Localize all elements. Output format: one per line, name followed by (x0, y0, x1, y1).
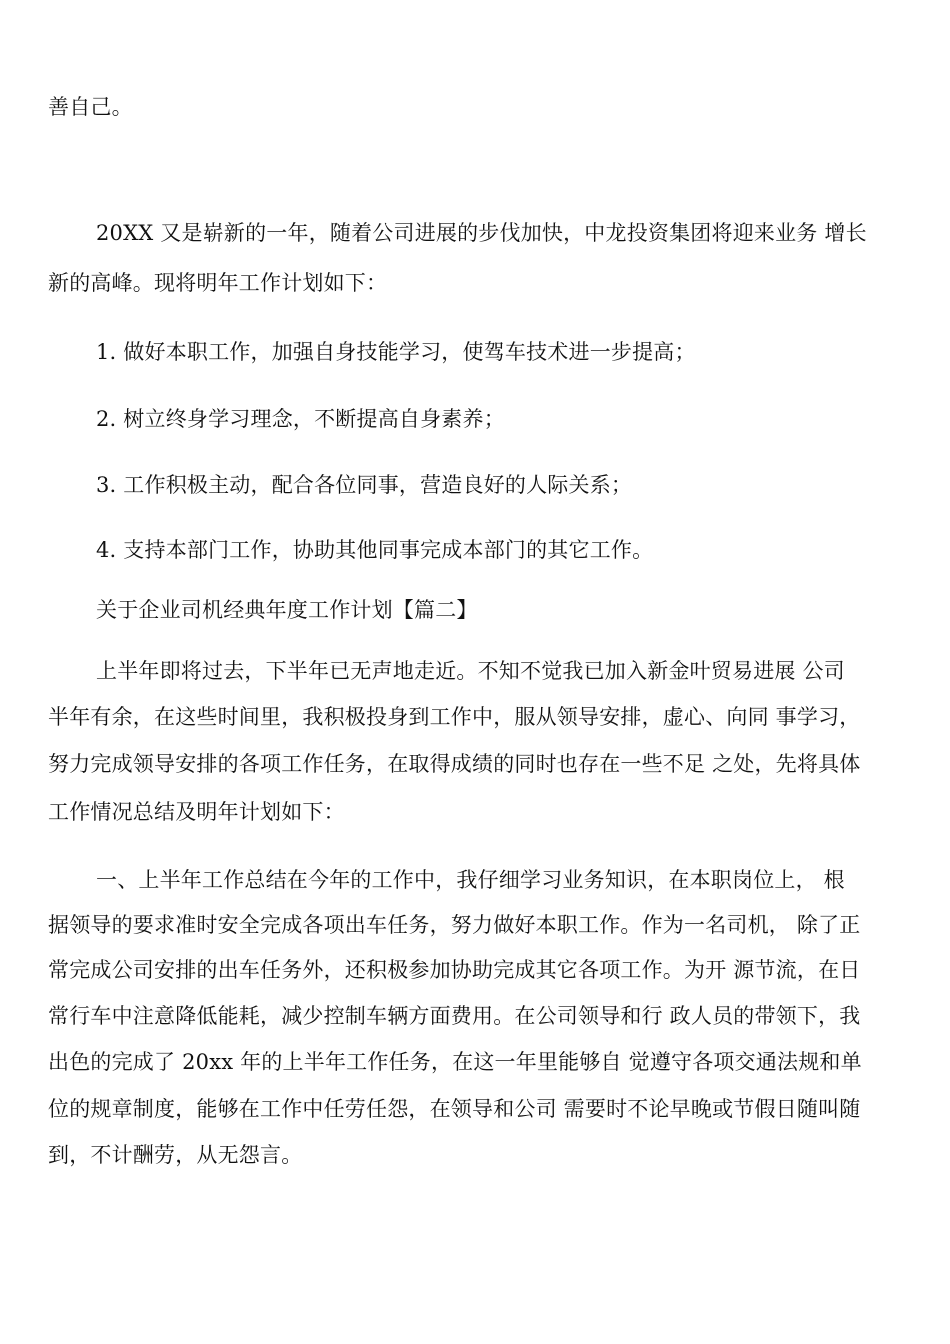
paragraph-line: 出色的完成了 20xx 年的上半年工作任务，在这一年里能够自 觉遵守各项交通法规和单 (48, 1050, 862, 1074)
paragraph-line: 善自己。 (48, 95, 133, 119)
list-item: 4. 支持本部门工作，协助其他同事完成本部门的其它工作。 (96, 538, 654, 562)
paragraph-line: 常行车中注意降低能耗，减少控制车辆方面费用。在公司领导和行 政人员的带领下，我 (48, 1004, 861, 1028)
paragraph-line: 上半年即将过去，下半年已无声地走近。不知不觉我已加入新金叶贸易进展 公司 (96, 659, 845, 683)
paragraph-line: 工作情况总结及明年计划如下： (48, 800, 345, 824)
list-item: 2. 树立终身学习理念，不断提高自身素养； (96, 407, 505, 431)
list-item: 3. 工作积极主动，配合各位同事，营造良好的人际关系； (96, 473, 633, 497)
section-heading: 关于企业司机经典年度工作计划【篇二】 (96, 598, 478, 622)
paragraph-line: 新的高峰。现将明年工作计划如下： (48, 271, 388, 295)
paragraph-line: 到，不计酬劳，从无怨言。 (48, 1143, 303, 1167)
paragraph-line: 半年有余，在这些时间里，我积极投身到工作中，服从领导安排，虚心、向同 事学习， (48, 705, 861, 729)
paragraph-line: 努力完成领导安排的各项工作任务，在取得成绩的同时也存在一些不足 之处，先将具体 (48, 752, 861, 776)
paragraph-line: 据领导的要求准时安全完成各项出车任务，努力做好本职工作。作为一名司机， 除了正 (48, 913, 861, 937)
paragraph-line: 20XX 又是崭新的一年，随着公司进展的步伐加快，中龙投资集团将迎来业务 增长 (96, 221, 867, 245)
paragraph-line: 位的规章制度，能够在工作中任劳任怨，在领导和公司 需要时不论早晚或节假日随叫随 (48, 1097, 861, 1121)
paragraph-line: 一、上半年工作总结在今年的工作中，我仔细学习业务知识，在本职岗位上， 根 (96, 868, 845, 892)
paragraph-line: 常完成公司安排的出车任务外，还积极参加协助完成其它各项工作。为开 源节流，在日 (48, 958, 861, 982)
list-item: 1. 做好本职工作，加强自身技能学习，使驾车技术进一步提高； (96, 340, 696, 364)
